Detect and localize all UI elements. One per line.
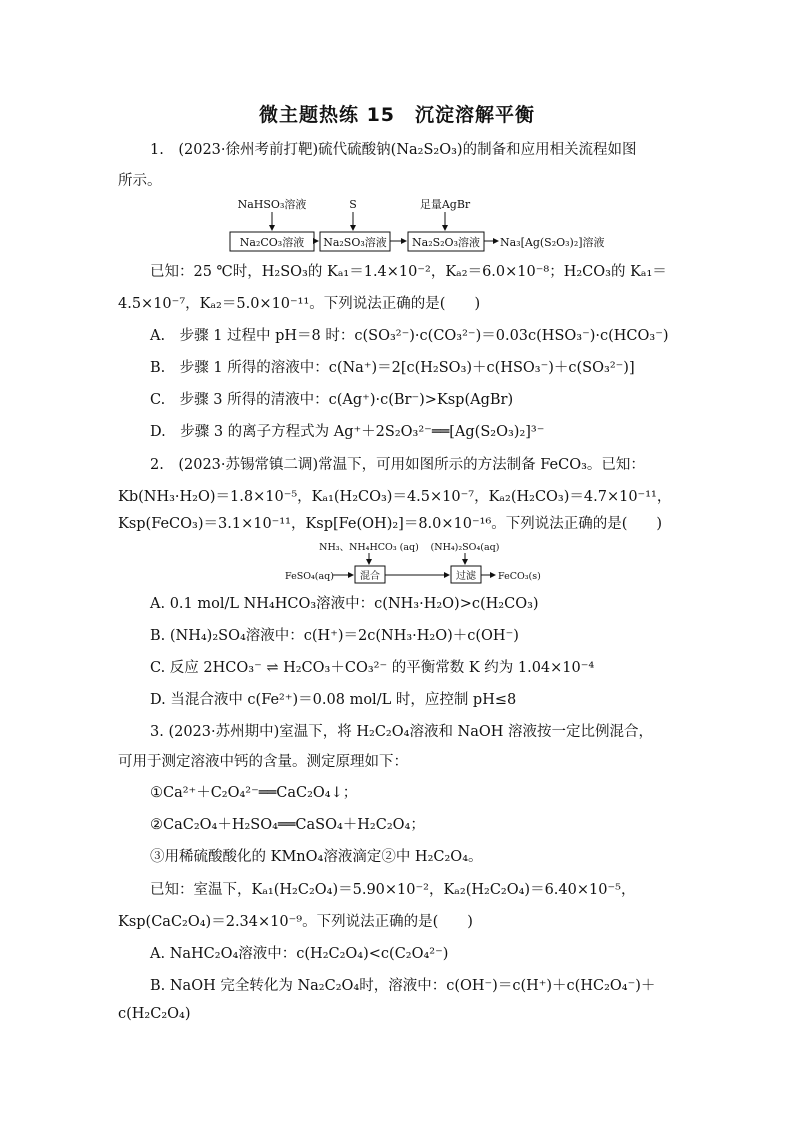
q3-option-b-line2: c(H₂C₂O₄) (118, 1006, 191, 1022)
q2-input-nh4so4: (NH₄)₂SO₄(aq) (430, 542, 500, 553)
q2-box-mix-label: 混合 (360, 571, 380, 582)
page-title: 微主题热练 15 沉淀溶解平衡 (258, 104, 536, 126)
q1-option-b: B. 步骤 1 所得的溶液中：c(Na⁺)＝2[c(H₂SO₃)＋c(HSO₃⁻)＋c(SO₃²⁻)] (150, 360, 635, 376)
q2-option-a: A. 0.1 mol/L NH₄HCO₃溶液中：c(NH₃·H₂O)>c(H₂CO₃) (150, 596, 539, 612)
q1-option-c: C. 步骤 3 所得的清液中：c(Ag⁺)·c(Br⁻)>Ksp(AgBr) (150, 392, 514, 408)
q3-stem-line1: 3. (2023·苏州期中)室温下，将 H₂C₂O₄溶液和 NaOH 溶液按一定比例混合， (150, 724, 654, 740)
q2-input-nh3: NH₃、NH₄HCO₃ (aq) (319, 542, 419, 553)
q1-stem-line2: 所示。 (118, 173, 162, 189)
q1-flow-diagram (220, 194, 640, 256)
q1-box-na2so3-label: Na₂SO₃溶液 (323, 236, 387, 249)
q2-option-d: D. 当混合液中 c(Fe²⁺)＝0.08 mol/L 时，应控制 pH≤8 (150, 692, 517, 708)
q1-stem-line1: 1. (2023·徐州考前打靶)硫代硫酸钠(Na₂S₂O₃)的制备和应用相关流程如图 (150, 142, 637, 158)
q3-stem-line2: 可用于测定溶液中钙的含量。测定原理如下： (118, 754, 408, 770)
q2-stem-line2: Kb(NH₃·H₂O)＝1.8×10⁻⁵，Kₐ₁(H₂CO₃)＝4.5×10⁻⁷，Kₐ₂(H₂CO₃)＝4.7×10⁻¹¹， (118, 489, 672, 505)
q2-box-filter-label: 过滤 (456, 571, 476, 582)
q3-option-b-line1: B. NaOH 完全转化为 Na₂C₂O₄时，溶液中：c(OH⁻)＝c(H⁺)＋c(HC₂O₄⁻)＋ (150, 978, 656, 994)
q1-output-product: Na₃[Ag(S₂O₃)₂]溶液 (500, 236, 605, 249)
q1-box-na2s2o3-label: Na₂S₂O₃溶液 (412, 236, 480, 249)
q1-known-line2: 4.5×10⁻⁷，Kₐ₂＝5.0×10⁻¹¹。下列说法正确的是( ) (118, 296, 481, 312)
q1-box-na2co3-label: Na₂CO₃溶液 (239, 236, 305, 249)
q2-flow-diagram (285, 538, 565, 588)
q3-option-a: A. NaHC₂O₄溶液中：c(H₂C₂O₄)<c(C₂O₄²⁻) (150, 946, 449, 962)
q2-output-feco3: FeCO₃(s) (498, 571, 541, 582)
q2-option-b: B. (NH₄)₂SO₄溶液中：c(H⁺)＝2c(NH₃·H₂O)＋c(OH⁻) (150, 628, 519, 644)
q1-known-line1: 已知：25 ℃时，H₂SO₃的 Kₐ₁＝1.4×10⁻²，Kₐ₂＝6.0×10⁻⁸；H₂CO₃的 Kₐ₁＝ (150, 264, 667, 280)
q2-stem-line3: Ksp(FeCO₃)＝3.1×10⁻¹¹，Ksp[Fe(OH)₂]＝8.0×10⁻¹⁶。下列说法正确的是( ) (118, 516, 663, 532)
q2-option-c: C. 反应 2HCO₃⁻ ⇌ H₂CO₃＋CO₃²⁻ 的平衡常数 K 约为 1.04×10⁻⁴ (150, 660, 595, 676)
q1-option-d: D. 步骤 3 的离子方程式为 Ag⁺＋2S₂O₃²⁻══[Ag(S₂O₃)₂]³⁻ (150, 424, 545, 440)
q1-input-nahso3: NaHSO₃溶液 (237, 198, 307, 211)
q1-input-agbr: 足量AgBr (419, 198, 471, 211)
q2-stem-line1: 2. (2023·苏锡常镇二调)常温下，可用如图所示的方法制备 FeCO₃。已知： (150, 457, 645, 473)
q1-input-s: S (349, 198, 357, 211)
q3-principle-step1: ①Ca²⁺＋C₂O₄²⁻══CaC₂O₄↓； (150, 785, 358, 801)
q3-principle-step3: ③用稀硫酸酸化的 KMnO₄溶液滴定②中 H₂C₂O₄。 (150, 849, 483, 865)
q3-known-line2: Ksp(CaC₂O₄)＝2.34×10⁻⁹。下列说法正确的是( ) (118, 914, 473, 930)
q1-option-a: A. 步骤 1 过程中 pH＝8 时：c(SO₃²⁻)·c(CO₃²⁻)＝0.03c(HSO₃⁻)·c(HCO₃⁻) (150, 328, 669, 344)
q3-known-line1: 已知：室温下，Kₐ₁(H₂C₂O₄)＝5.90×10⁻²，Kₐ₂(H₂C₂O₄)＝6.40×10⁻⁵， (150, 882, 636, 898)
q2-start-feso4: FeSO₄(aq) (285, 571, 334, 582)
q3-principle-step2: ②CaC₂O₄＋H₂SO₄══CaSO₄＋H₂C₂O₄； (150, 817, 425, 833)
